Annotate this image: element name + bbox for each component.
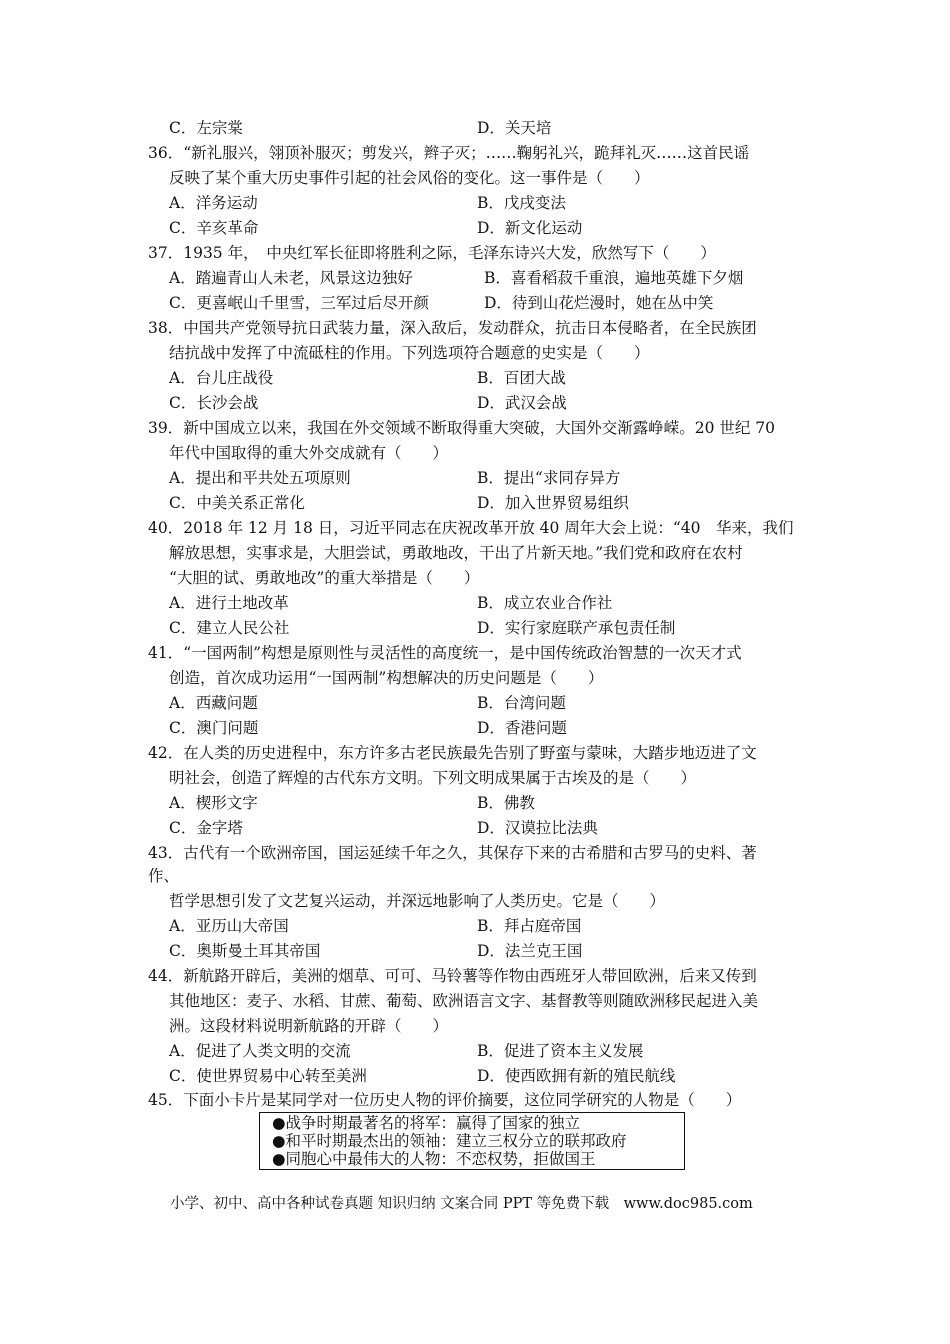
q36-stem-line-2: 反映了某个重大历史事件引起的社会风俗的变化。这一事件是（ ） [169,169,650,187]
q37-option-a: A．踏遍青山人未老，风景这边独好 [169,269,413,287]
q39-option-c: C．中美关系正常化 [169,494,305,512]
q38-option-d: D．武汉会战 [477,394,567,412]
q45-stem-line-1: 45．下面小卡片是某同学对一位历史人物的评价摘要，这位同学研究的人物是（ ） [148,1091,742,1109]
q44-stem-line-2: 其他地区：麦子、水稻、甘蔗、葡萄、欧洲语言文字、基督教等则随欧洲移民起进入美 [169,992,759,1010]
card-item: ●同胞心中最伟大的人物：不恋权势，拒做国王 [272,1150,596,1168]
q41-option-d: D．香港问题 [477,719,567,737]
q36-option-b: B．戊戌变法 [477,194,566,212]
q42-stem-line-1: 42．在人类的历史进程中，东方许多古老民族最先告别了野蛮与蒙味，大踏步地迈进了文 [148,744,757,762]
q44-stem-line-3: 洲。这段材料说明新航路的开辟（ ） [169,1017,449,1035]
q40-stem-line-2: 解放思想，实事求是，大胆尝试，勇敢地改，干出了片新天地。”我们党和政府在农村 [169,544,743,562]
q40-option-c: C．建立人民公社 [169,619,290,637]
q40-option-b: B．成立农业合作社 [477,594,613,612]
q39-option-a: A．提出和平共处五项原则 [169,469,351,487]
q43-stem-line-1-wrap: 作、 [148,867,180,885]
q37-stem-line-1: 37．1935 年， 中央红军长征即将胜利之际，毛泽东诗兴大发，欣然写下（ ） [148,244,716,262]
q39-option-d: D．加入世界贸易组织 [477,494,629,512]
q42-option-a: A．楔形文字 [169,794,258,812]
q40-option-d: D．实行家庭联产承包责任制 [477,619,676,637]
q42-option-b: B．佛教 [477,794,535,812]
q35-option-c: C．左宗棠 [169,119,243,137]
q41-option-b: B．台湾问题 [477,694,566,712]
q44-stem-line-1: 44．新航路开辟后，美洲的烟草、可可、马铃薯等作物由西班牙人带回欧洲，后来又传到 [148,967,757,985]
q39-option-b: B．提出“求同存异方 [477,469,621,487]
q38-option-a: A．台儿庄战役 [169,369,274,387]
q36-option-c: C．辛亥革命 [169,219,259,237]
q42-option-d: D．汉谟拉比法典 [477,819,598,837]
q38-stem-line-2: 结抗战中发挥了中流砥柱的作用。下列选项符合题意的史实是（ ） [169,344,650,362]
q37-option-b: B．喜看稻菽千重浪，遍地英雄下夕烟 [484,269,744,287]
q36-stem-line-1: 36．“新礼服兴，翎顶补服灭；剪发兴，辫子灭；……鞠躬礼兴，跪拜礼灭……这首民谣 [148,144,750,162]
q42-option-c: C．金字塔 [169,819,243,837]
q38-option-c: C．长沙会战 [169,394,259,412]
q44-option-b: B．促进了资本主义发展 [477,1042,644,1060]
q43-option-d: D．法兰克王国 [477,942,583,960]
q41-stem-line-2: 创造，首次成功运用“一国两制”构想解决的历史问题是（ ） [169,669,604,687]
q43-option-a: A．亚历山大帝国 [169,917,289,935]
q41-option-a: A．西藏问题 [169,694,258,712]
q43-option-c: C．奥斯曼土耳其帝国 [169,942,321,960]
q44-option-a: A．促进了人类文明的交流 [169,1042,351,1060]
q36-option-d: D．新文化运动 [477,219,583,237]
q44-option-d: D．使西欧拥有新的殖民航线 [477,1067,676,1085]
q37-option-d: D．待到山花烂漫时，她在丛中笑 [484,294,714,312]
q40-stem-line-3: “大胆的试、勇敢地改”的重大举措是（ ） [169,569,480,587]
card-item: ●战争时期最著名的将军：赢得了国家的独立 [272,1114,581,1132]
q43-option-b: B．拜占庭帝国 [477,917,582,935]
q44-option-c: C．使世界贸易中心转至美洲 [169,1067,367,1085]
q41-option-c: C．澳门问题 [169,719,259,737]
evaluation-card [259,1112,685,1170]
q40-stem-line-1: 40．2018 年 12 月 18 日，习近平同志在庆祝改革开放 40 周年大会上说：“40 华来，我们 [148,519,794,537]
page-footer: 小学、初中、高中各种试卷真题 知识归纳 文案合同 PPT 等免费下载 www.doc985.com [170,1196,753,1212]
q43-stem-line-1: 43．古代有一个欧洲帝国，国运延续千年之久，其保存下来的古希腊和古罗马的史料、著 [148,844,757,862]
q35-option-d: D．关天培 [477,119,552,137]
q38-option-b: B．百团大战 [477,369,566,387]
q42-stem-line-2: 明社会，创造了辉煌的古代东方文明。下列文明成果属于古埃及的是（ ） [169,769,697,787]
q37-option-c: C．更喜岷山千里雪，三军过后尽开颜 [169,294,429,312]
card-item: ●和平时期最杰出的领袖：建立三权分立的联邦政府 [272,1132,627,1150]
q36-option-a: A．洋务运动 [169,194,258,212]
q43-stem-line-2: 哲学思想引发了文艺复兴运动，并深远地影响了人类历史。它是（ ） [169,892,666,910]
q39-stem-line-2: 年代中国取得的重大外交成就有（ ） [169,444,449,462]
q38-stem-line-1: 38．中国共产党领导抗日武装力量，深入敌后，发动群众，抗击日本侵略者，在全民族团 [148,319,757,337]
q41-stem-line-1: 41．“一国两制”构想是原则性与灵活性的高度统一，是中国传统政治智慧的一次天才式 [148,644,742,662]
q39-stem-line-1: 39．新中国成立以来，我国在外交领域不断取得重大突破，大国外交渐露峥嵘。20 世纪 70 [148,419,776,437]
q40-option-a: A．进行土地改革 [169,594,289,612]
